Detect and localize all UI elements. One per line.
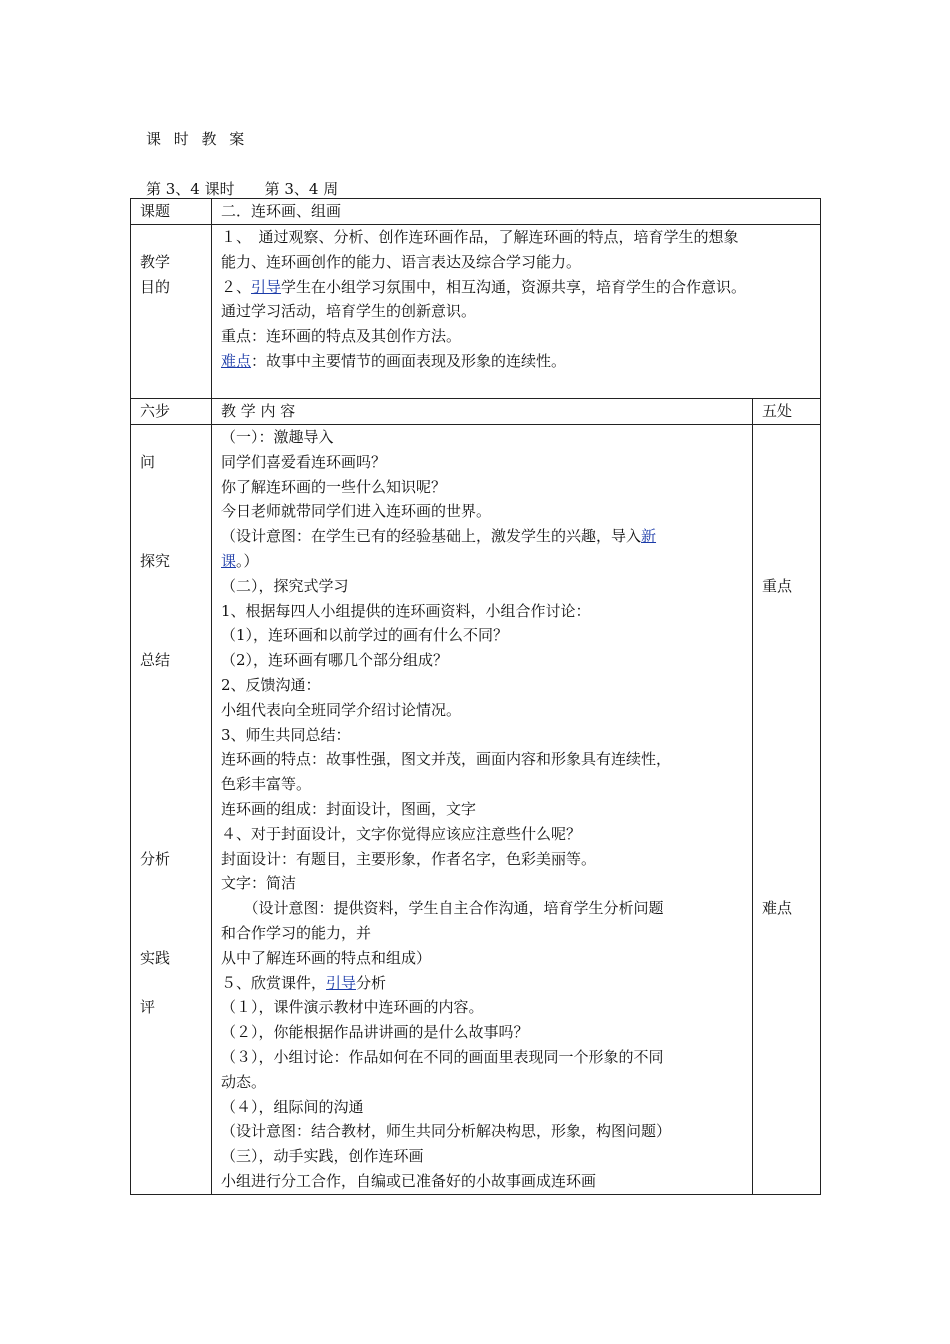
points-column: [753, 425, 821, 1195]
difficult-point: [221, 349, 814, 374]
content-line: [221, 971, 746, 996]
step-analyze: 分析: [140, 849, 171, 868]
new-lesson-link-2[interactable]: 课: [221, 551, 237, 570]
content-line: 2、反馈沟通：: [221, 675, 321, 694]
goal-1-line-b: 能力、连环画创作的能力、语言表达及综合学习能力。: [221, 252, 582, 271]
content-line: 今日老师就带同学们进入连环画的世界。: [221, 502, 492, 521]
content-line: 小组代表向全班同学介绍讨论情况。: [221, 700, 462, 719]
content-line: [221, 524, 746, 549]
content-line: 文字：简洁: [221, 874, 297, 893]
step-ask: 问: [140, 452, 156, 471]
guide-link[interactable]: 引导: [251, 277, 282, 296]
goals-row: [131, 225, 821, 399]
difficult-link[interactable]: 难点: [221, 351, 252, 370]
content-row: [131, 425, 821, 1195]
content-line: 小组进行分工合作，自编或已准备好的小故事画成连环画: [221, 1171, 597, 1190]
content-line: 同学们喜爱看连环画吗？: [221, 452, 387, 471]
content-line: （三），动手实践，创作连环画: [221, 1147, 424, 1166]
difficult-text: ：故事中主要情节的画面表现及形象的连续性。: [251, 351, 567, 370]
point-key: 重点: [762, 576, 793, 595]
content-line: 封面设计：有题目，主要形象，作者名字，色彩美丽等。: [221, 849, 597, 868]
steps-column: [131, 425, 212, 1195]
header-points: 五处: [753, 399, 821, 425]
content-line: 色彩丰富等。: [221, 775, 312, 794]
content-line: 你了解连环画的一些什么知识呢？: [221, 477, 447, 496]
content-line: 连环画的特点：故事性强，图文并茂，画面内容和形象具有连续性，: [221, 750, 672, 769]
content-line: 和合作学习的能力，并: [221, 923, 372, 942]
content-line: （４），组际间的沟通: [221, 1097, 364, 1116]
content-line: 动态。: [221, 1072, 267, 1091]
content-line: ４、对于封面设计，文字你觉得应该应注意些什么呢？: [221, 824, 582, 843]
content-line: （３），小组讨论：作品如何在不同的画面里表现同一个形象的不同: [221, 1047, 664, 1066]
header-content: 教 学 内 容: [212, 399, 753, 425]
goal-3: 通过学习活动，培育学生的创新意识。: [221, 302, 477, 321]
content-line: （设计意图：提供资料，学生自主合作沟通，培育学生分析问题: [221, 899, 664, 918]
content-line: 从中了解连环画的特点和组成）: [221, 948, 432, 967]
goals-label-line-1: 教学: [140, 252, 171, 271]
intent-text: （设计意图：在学生已有的经验基础上，激发学生的兴趣，导入: [221, 527, 642, 546]
step-summarize: 总结: [140, 651, 171, 670]
content-line: （２），你能根据作品讲讲画的是什么故事吗？: [221, 1023, 529, 1042]
goals-label-line-2: 目的: [140, 277, 171, 296]
goal-2-prefix: ２、: [221, 277, 252, 296]
new-lesson-link-1[interactable]: 新: [641, 527, 657, 546]
intent-close: 。）: [236, 551, 259, 570]
header-row: [131, 399, 821, 425]
guide-link-2[interactable]: 引导: [326, 973, 357, 992]
topic-value: 二．连环画、组画: [212, 199, 821, 225]
content-line: （１），课件演示教材中连环画的内容。: [221, 998, 484, 1017]
key-point: 重点：连环画的特点及其创作方法。: [221, 327, 462, 346]
document-title: 课 时 教 案: [146, 130, 249, 148]
content-line: 1、根据每四人小组提供的连环画资料，小组合作讨论：: [221, 601, 591, 620]
header-steps: 六步: [131, 399, 212, 425]
goal-2-text: 学生在小组学习氛围中，相互沟通，资源共享，培育学生的合作意识。: [281, 277, 747, 296]
content-line: （2），连环画有哪几个部分组成？: [221, 651, 449, 670]
analyze-text: 分析: [356, 973, 387, 992]
period-line: 第 3、4 课时 第 3、4 周: [146, 180, 339, 198]
step-practice: 实践: [140, 948, 171, 967]
content-line: （一）：激趣导入: [221, 428, 334, 446]
point-difficult: 难点: [762, 899, 793, 918]
content-line: 连环画的组成：封面设计，图画，文字: [221, 799, 477, 818]
appreciate-text: ５、欣赏课件，: [221, 973, 327, 992]
goals-content: [212, 225, 821, 399]
content-column: [212, 425, 753, 1195]
lesson-plan-table: [130, 198, 821, 1195]
content-line: 3、师生共同总结：: [221, 725, 351, 744]
topic-label: 课题: [131, 199, 212, 225]
content-line: （二），探究式学习: [221, 576, 349, 595]
step-evaluate: 评: [140, 998, 156, 1017]
goal-2: [221, 275, 814, 300]
goals-label: [131, 225, 212, 399]
content-line: （设计意图：结合教材，师生共同分析解决构思，形象，构图问题）: [221, 1122, 672, 1141]
content-line: （1），连环画和以前学过的画有什么不同？: [221, 626, 509, 645]
goal-1-line-a: １、 通过观察、分析、创作连环画作品，了解连环画的特点，培育学生的想象: [221, 228, 739, 246]
step-explore: 探究: [140, 551, 171, 570]
content-line: [221, 549, 746, 574]
topic-row: [131, 199, 821, 225]
